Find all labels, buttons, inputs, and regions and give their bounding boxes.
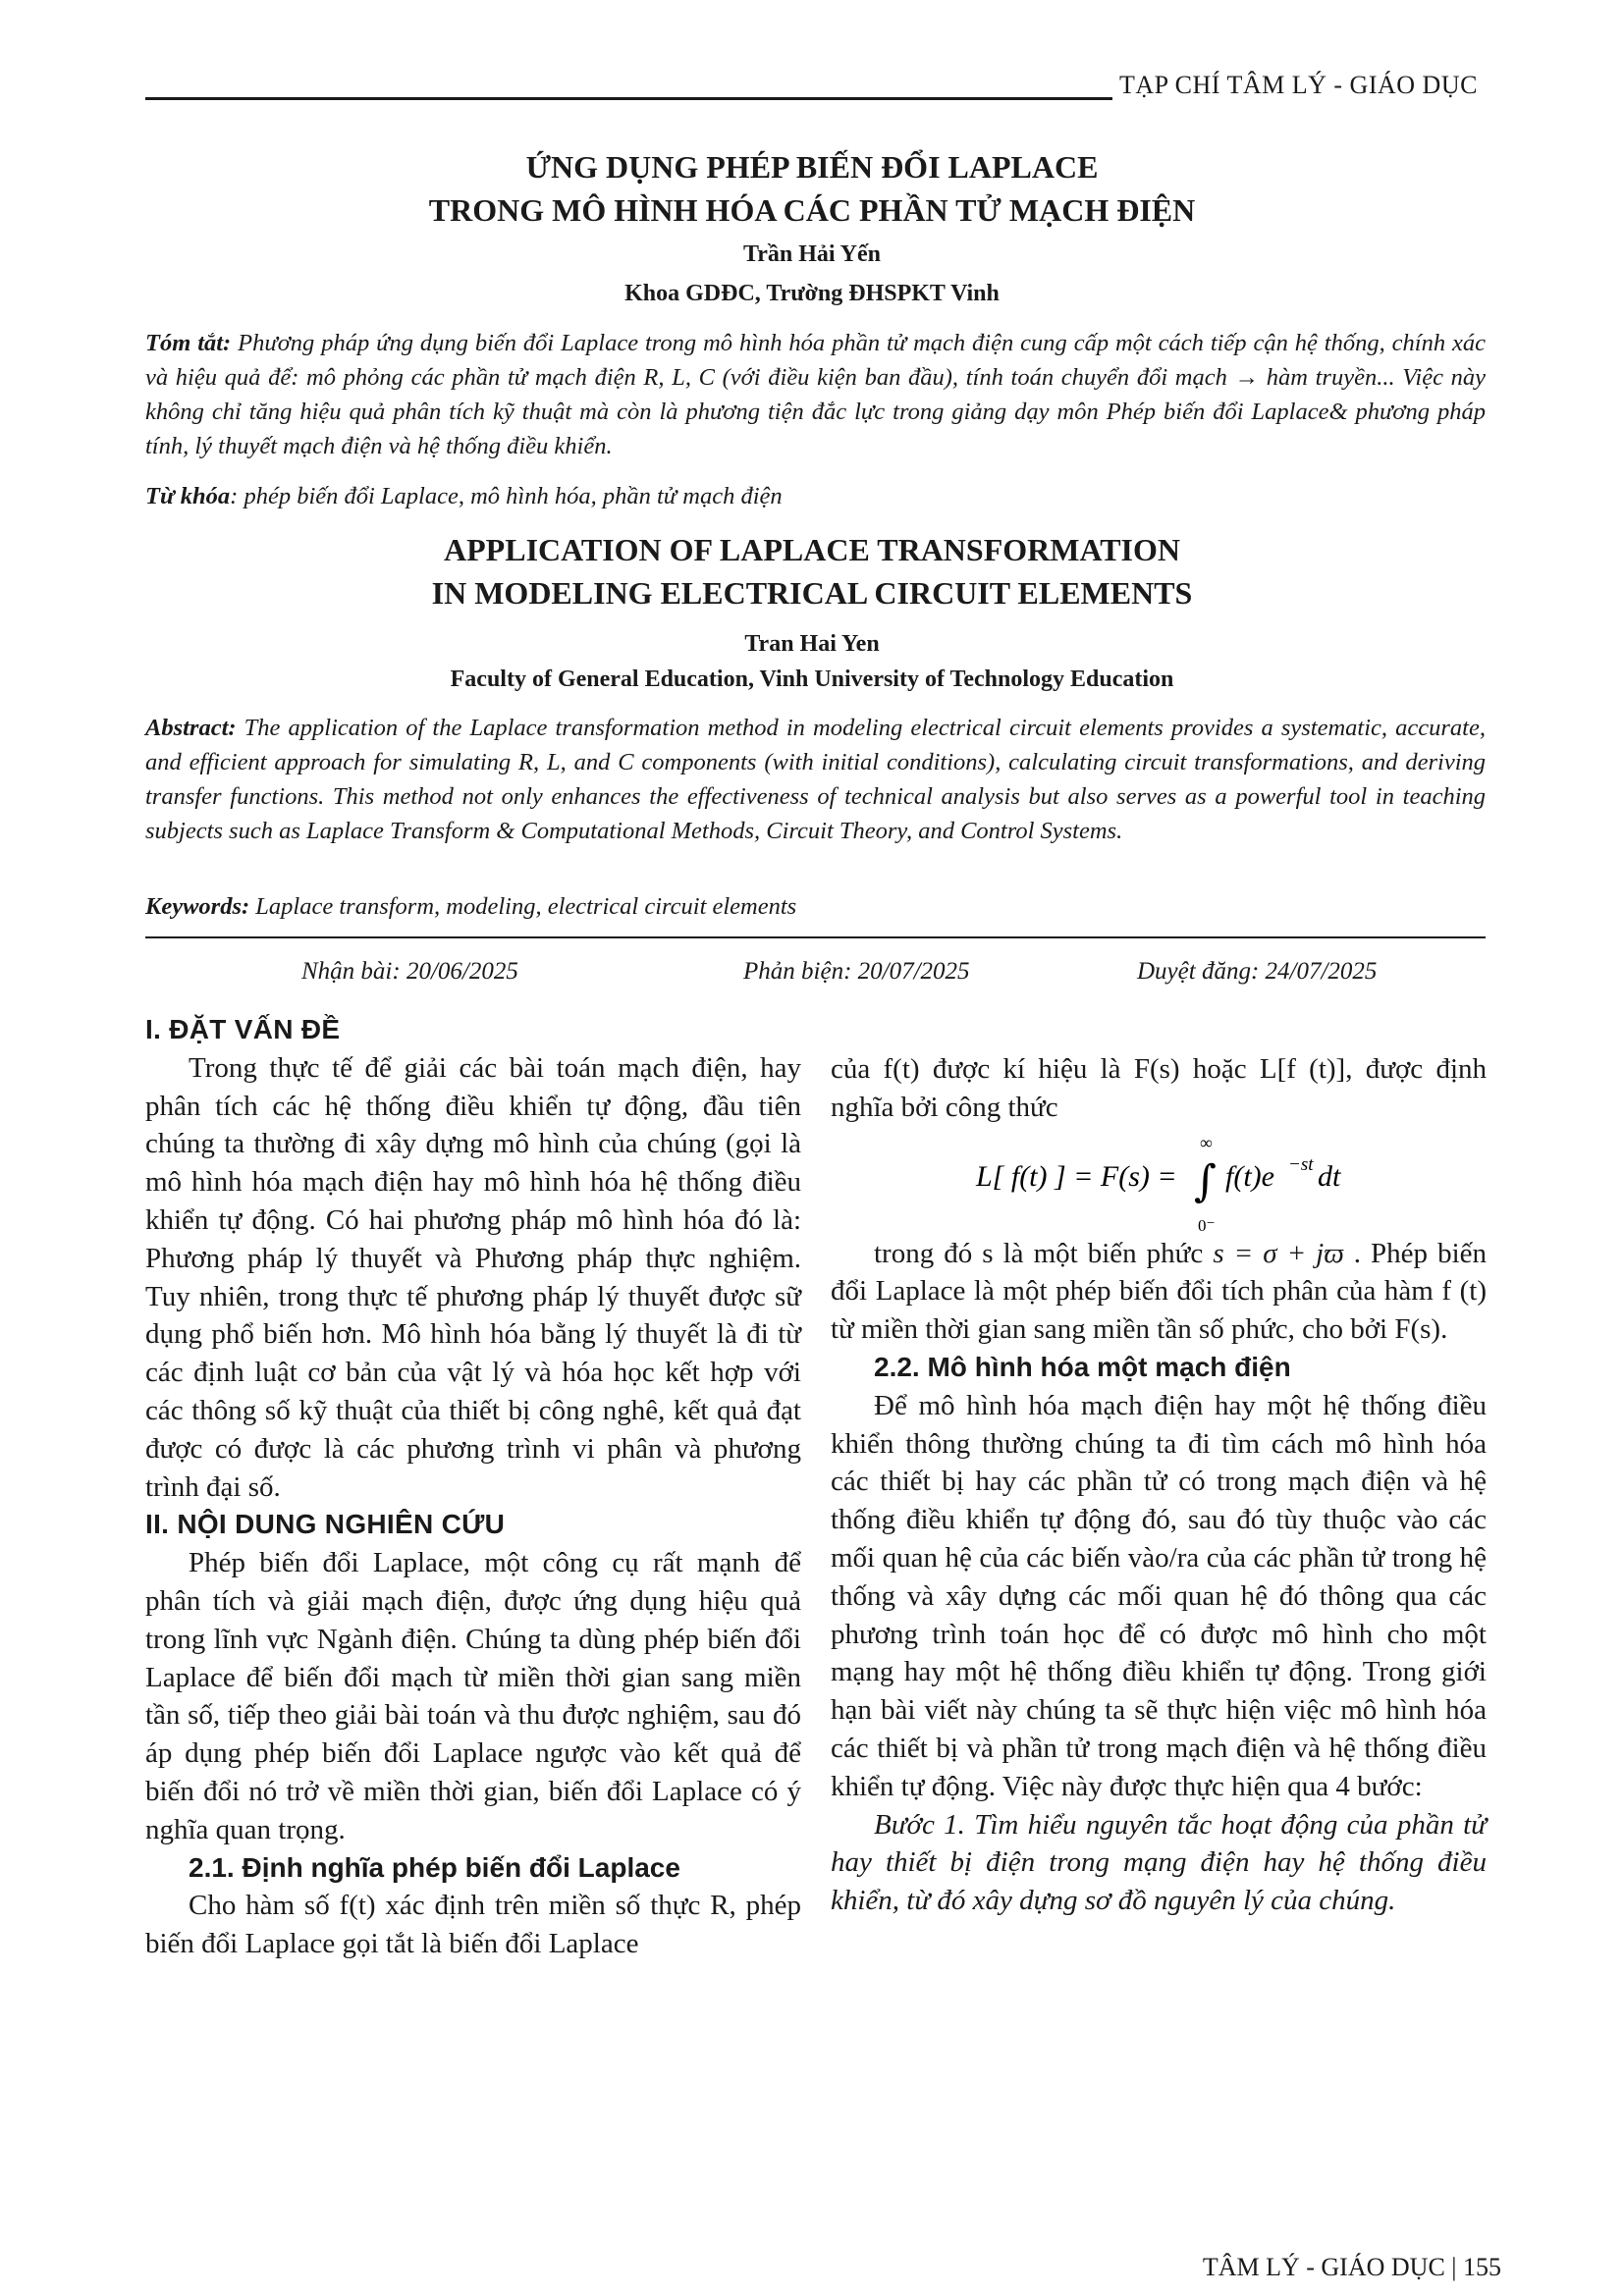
section-2-2-paragraph: Để mô hình hóa mạch điện hay một hệ thống điều khiển thông thường chúng ta đi tìm cách mô hình hóa các thiết bị hay các phần tử có trong mạch điện và hệ thống điều khiển tự động đó, sau đó tùy thuộc vào các mối quan hệ của các biến vào/ra của các phần tử trong hệ thống và xây dựng các mối quan hệ đó thông qua các phương trình toán học để có được mô hình cho một mạng hay một hệ thống điều khiển tự động. Trong giới hạn bài viết này chúng ta sẽ thực hiện việc mô hình hóa các thiết bị và phần tử trong mạch điện và hệ thống điều khiển tự động. Việc này được thực hiện qua 4 bước: <box>831 1389 1487 1802</box>
vi-keywords-label: Từ khóa <box>145 483 231 509</box>
section-2-heading: II. NỘI DUNG NGHIÊN CỨU <box>145 1509 506 1540</box>
formula-integral-sign: ∫ <box>1194 1155 1217 1206</box>
vi-abstract <box>145 326 1486 463</box>
en-title-line1: APPLICATION OF LAPLACE TRANSFORMATION <box>444 532 1180 567</box>
date-received: Nhận bài: 20/06/2025 <box>301 958 518 985</box>
complex-var-expr: s = σ + jϖ <box>1213 1237 1344 1269</box>
en-author: Tran Hai Yen <box>744 631 880 657</box>
header-rule <box>145 97 1112 100</box>
laplace-formula-svg <box>831 1127 1487 1235</box>
complex-var-text-pre: trong đó s là một biến phức <box>874 1237 1214 1269</box>
en-abstract-label: Abstract: <box>145 715 237 741</box>
journal-name: TẠP CHÍ TÂM LÝ - GIÁO DỤC <box>1119 71 1478 99</box>
en-title-line2: IN MODELING ELECTRICAL CIRCUIT ELEMENTS <box>431 575 1193 611</box>
vi-affiliation: Khoa GDĐC, Trường ĐHSPKT Vinh <box>624 281 1000 306</box>
complex-var-text-post: . Phép biến đổi Laplace là một phép biến đổi tích phân của hàm f (t) từ miền thời gian sang miền tần số phức, cho bởi F(s). <box>831 1237 1488 1346</box>
en-keywords-text: Laplace transform, modeling, electrical circuit elements <box>249 893 797 920</box>
en-keywords-label: Keywords: <box>145 893 250 920</box>
right-column <box>831 1050 1487 1920</box>
left-column <box>145 1011 801 1963</box>
formula-integrand: f(t)e <box>1225 1159 1274 1193</box>
vi-title-line2: TRONG MÔ HÌNH HÓA CÁC PHẦN TỬ MẠCH ĐIỆN <box>428 192 1196 228</box>
laplace-formula <box>831 1127 1487 1235</box>
vi-abstract-text: Phương pháp ứng dụng biến đổi Laplace trong mô hình hóa phần tử mạch điện cung cấp một cách tiếp cận hệ thống, chính xác và hiệu quả để: mô phỏng các phần tử mạch điện R, L, C (với điều kiện ban đầu), tính toán chuyển đổi mạch → hàm truyền... Việc này không chỉ tăng hiệu quả phân tích kỹ thuật mà còn là phương tiện đắc lực trong giảng dạy môn Phép biến đổi Laplace& phương pháp tính, lý thuyết mạch điện và hệ thống điều khiển. <box>145 330 1486 459</box>
vi-author: Trần Hải Yến <box>742 241 881 267</box>
formula-upper-limit: ∞ <box>1200 1132 1213 1152</box>
section-1-heading: I. ĐẶT VẤN ĐỀ <box>145 1014 341 1044</box>
formula-dt: dt <box>1318 1159 1341 1193</box>
formula-lhs: L[ f(t) ] = F(s) = <box>976 1159 1177 1193</box>
section-2-1-paragraph-cont: của f(t) được kí hiệu là F(s) hoặc L[f (t)], được định nghĩa bởi công thức <box>831 1053 1487 1123</box>
vi-keywords-text: : phép biến đổi Laplace, mô hình hóa, phần tử mạch điện <box>230 483 783 509</box>
en-affiliation: Faculty of General Education, Vinh University of Technology Education <box>450 667 1174 692</box>
section-2-1-heading: 2.1. Định nghĩa phép biến đổi Laplace <box>189 1851 680 1883</box>
page-footer: TÂM LÝ - GIÁO DỤC | 155 <box>1202 2253 1501 2281</box>
en-keywords <box>145 889 1486 924</box>
vi-title-line1: ỨNG DỤNG PHÉP BIẾN ĐỔI LAPLACE <box>525 149 1099 185</box>
en-abstract-text: The application of the Laplace transformation method in modeling electrical circuit elements provides a systematic, accurate, and efficient approach for simulating R, L, and C components (with initial conditions), calculating circuit transformations, and deriving transfer functions. This method not only enhances the effectiveness of technical analysis but also serves as a powerful tool in teaching subjects such as Laplace Transform & Computational Methods, Circuit Theory, and Control Systems. <box>145 715 1486 844</box>
vi-abstract-label: Tóm tắt: <box>145 330 232 356</box>
separator-rule <box>145 936 1486 938</box>
section-2-2-heading: 2.2. Mô hình hóa một mạch điện <box>874 1351 1291 1382</box>
date-accepted: Duyệt đăng: 24/07/2025 <box>1137 958 1378 985</box>
step-1-paragraph: Bước 1. Tìm hiểu nguyên tắc hoạt động của phần tử hay thiết bị điện trong mạng điện hay hệ thống điều khiển, từ đó xây dựng sơ đồ nguyên lý của chúng. <box>831 1808 1487 1917</box>
section-2-paragraph: Phép biến đổi Laplace, một công cụ rất mạnh để phân tích và giải mạch điện, được ứng dụng hiệu quả trong lĩnh vực Ngành điện. Chúng ta dùng phép biến đổi Laplace để biến đổi mạch từ miền thời gian sang miền tần số, tiếp theo giải bài toán và thu được nghiệm, sau đó áp dụng phép biến đổi Laplace ngược vào kết quả để biến đổi nó trở về miền thời gian, biến đổi Laplace có ý nghĩa quan trọng. <box>145 1547 801 1845</box>
en-abstract <box>145 711 1486 848</box>
section-2-1-paragraph-2 <box>831 1235 1487 1349</box>
section-1-paragraph: Trong thực tế để giải các bài toán mạch điện, hay phân tích các hệ thống điều khiển tự động, đầu tiên chúng ta thường đi xây dựng mô hình của chúng (gọi là mô hình hóa mạch điện hay mô hình hóa hệ thống điều khiển tự động. Có hai phương pháp mô hình hóa đó là: Phương pháp lý thuyết và Phương pháp thực nghiệm. Tuy nhiên, trong thực tế phương pháp lý thuyết được sữ dụng phổ biến hơn. Mô hình hóa bằng lý thuyết là đi từ các định luật cơ bản của vật lý và hóa học kết hợp với các thông số kỹ thuật của thiết bị công nghê, kết quả đạt được có được là các phương trình vi phân và phương trình đại số. <box>145 1051 801 1503</box>
vi-keywords <box>145 479 1486 513</box>
date-reviewed: Phản biện: 20/07/2025 <box>743 958 970 985</box>
formula-exponent: −st <box>1288 1153 1314 1175</box>
section-2-1-paragraph: Cho hàm số f(t) xác định trên miền số thực R, phép biến đổi Laplace gọi tắt là biến đổi Laplace <box>145 1890 801 1960</box>
formula-lower-limit: 0⁻ <box>1198 1215 1216 1235</box>
